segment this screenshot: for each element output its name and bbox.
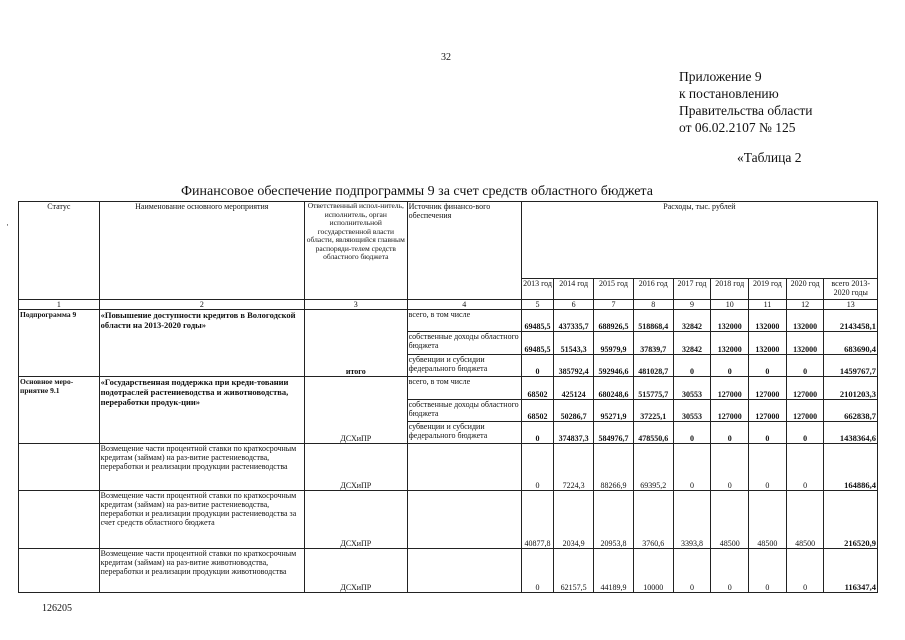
source-cell-empty [407,549,521,593]
source-cell-empty [407,444,521,491]
value-cell: 127000 [749,400,787,422]
column-number: 2 [99,300,304,310]
value-cell: 32842 [673,310,711,332]
appendix-block [679,68,812,136]
total-cell: 2101203,3 [824,377,878,400]
value-cell: 127000 [786,400,824,422]
source-cell: субвенции и субсидии федерального бюджета [407,355,521,377]
status-cell: Подпрограмма 9 [19,310,100,377]
column-number: 8 [633,300,673,310]
value-cell: 40877,8 [521,491,553,549]
value-cell: 127000 [786,377,824,400]
column-number: 4 [407,300,521,310]
document-title: Финансовое обеспечение подпрограммы 9 за счет средств областного бюджета [181,184,653,199]
value-cell: 3760,6 [633,491,673,549]
value-cell: 0 [749,422,787,444]
value-cell: 7224,3 [554,444,594,491]
page-number: 32 [441,52,451,63]
value-cell: 68502 [521,377,553,400]
total-cell: 1459767,7 [824,355,878,377]
value-cell: 132000 [786,332,824,355]
value-cell: 0 [521,549,553,593]
table-label: «Таблица 2 [737,150,802,165]
program-name-cell: «Государственная поддержка при креди-товании подотраслей растениеводства и животноводства, переработки продук-ции» [99,377,304,444]
value-cell: 20953,8 [594,491,634,549]
table-row [19,377,878,400]
appendix-line-4: от 06.02.2107 № 125 [679,120,796,135]
status-cell-empty [19,444,100,491]
value-cell: 515775,7 [633,377,673,400]
value-cell: 44189,9 [594,549,634,593]
value-cell: 481028,7 [633,355,673,377]
value-cell: 132000 [749,310,787,332]
header-status: Статус [19,202,100,300]
value-cell: 0 [711,444,749,491]
table-row [19,491,878,549]
value-cell: 0 [711,422,749,444]
year-header: 2020 год [786,279,824,300]
column-number: 12 [786,300,824,310]
value-cell: 50286,7 [554,400,594,422]
column-number: 3 [304,300,407,310]
value-cell: 688926,5 [594,310,634,332]
header-name: Наименование основного мероприятия [99,202,304,300]
source-cell: всего, в том числе [407,377,521,400]
column-number: 13 [824,300,878,310]
value-cell: 69395,2 [633,444,673,491]
column-number: 10 [711,300,749,310]
year-header: 2018 год [711,279,749,300]
column-number: 9 [673,300,711,310]
value-cell: 680248,6 [594,377,634,400]
source-cell: собственные доходы областного бюджета [407,400,521,422]
value-cell: 478550,6 [633,422,673,444]
source-cell: всего, в том числе [407,310,521,332]
value-cell: 68502 [521,400,553,422]
value-cell: 385792,4 [554,355,594,377]
value-cell: 69485,5 [521,310,553,332]
value-cell: 37225,1 [633,400,673,422]
value-cell: 0 [749,549,787,593]
appendix-line-1: Приложение 9 [679,69,762,84]
value-cell: 30553 [673,400,711,422]
table-row [19,444,878,491]
financing-table [18,201,878,593]
total-cell: 116347,4 [824,549,878,593]
year-header: 2013 год [521,279,553,300]
year-header: 2017 год [673,279,711,300]
activity-name-cell: Возмещение части процентной ставки по краткосрочным кредитам (займам) на раз-витие растениеводства, переработки и реализации продукции растениеводства [99,444,304,491]
responsible-cell: ДСХиПР [304,549,407,593]
source-cell: собственные доходы областного бюджета [407,332,521,355]
value-cell: 437335,7 [554,310,594,332]
table-row [19,310,878,332]
status-cell-empty [19,491,100,549]
value-cell: 0 [786,422,824,444]
column-number: 1 [19,300,100,310]
total-cell: 164886,4 [824,444,878,491]
header-responsible: Ответственный испол-нитель, исполнитель, орган исполнительной государственной власти области, являющийся главным распоряди-телем средств областного бюджета [304,202,407,300]
value-cell: 127000 [711,377,749,400]
column-number: 5 [521,300,553,310]
value-cell: 88266,9 [594,444,634,491]
appendix-line-3: Правительства области [679,103,813,118]
activity-name-cell: Возмещение части процентной ставки по краткосрочным кредитам (займам) на раз-витие растениеводства, переработки и реализации продукции растениеводства за счет средств областного бюджета [99,491,304,549]
value-cell: 51543,3 [554,332,594,355]
header-source: Источник финансо-вого обеспечения [407,202,521,300]
column-number: 11 [749,300,787,310]
value-cell: 132000 [711,332,749,355]
responsible-cell: ДСХиПР [304,444,407,491]
table-row [19,549,878,593]
column-number: 6 [554,300,594,310]
value-cell: 374837,3 [554,422,594,444]
value-cell: 584976,7 [594,422,634,444]
value-cell: 0 [786,444,824,491]
value-cell: 69485,5 [521,332,553,355]
value-cell: 0 [786,355,824,377]
column-number: 7 [594,300,634,310]
value-cell: 95271,9 [594,400,634,422]
value-cell: 30553 [673,377,711,400]
value-cell: 0 [673,444,711,491]
total-cell: 1438364,6 [824,422,878,444]
status-cell: Основное меро-приятие 9.1 [19,377,100,444]
value-cell: 0 [521,444,553,491]
total-cell: 216520,9 [824,491,878,549]
value-cell: 3393,8 [673,491,711,549]
source-cell: субвенции и субсидии федерального бюджета [407,422,521,444]
value-cell: 0 [749,355,787,377]
program-name-cell: «Повышение доступности кредитов в Вологодской области на 2013-2020 годы» [99,310,304,377]
value-cell: 0 [521,355,553,377]
source-cell-empty [407,491,521,549]
responsible-cell: ДСХиПР [304,491,407,549]
value-cell: 62157,5 [554,549,594,593]
activity-name-cell: Возмещение части процентной ставки по краткосрочным кредитам (займам) на раз-витие животноводства, переработки и реализации продукции животноводства [99,549,304,593]
value-cell: 48500 [711,491,749,549]
year-header: всего 2013-2020 годы [824,279,878,300]
side-mark: · [6,220,9,230]
year-header: 2016 год [633,279,673,300]
value-cell: 132000 [749,332,787,355]
value-cell: 127000 [711,400,749,422]
value-cell: 48500 [786,491,824,549]
value-cell: 592946,6 [594,355,634,377]
value-cell: 0 [673,422,711,444]
responsible-cell: итого [304,310,407,377]
value-cell: 48500 [749,491,787,549]
header-expenses: Расходы, тыс. рублей [521,202,877,279]
total-cell: 683690,4 [824,332,878,355]
value-cell: 0 [521,422,553,444]
appendix-line-2: к постановлению [679,86,779,101]
value-cell: 132000 [786,310,824,332]
value-cell: 0 [673,355,711,377]
document-number: 126205 [42,603,72,614]
value-cell: 32842 [673,332,711,355]
value-cell: 127000 [749,377,787,400]
total-cell: 662838,7 [824,400,878,422]
year-header: 2014 год [554,279,594,300]
value-cell: 518868,4 [633,310,673,332]
value-cell: 0 [673,549,711,593]
year-header: 2015 год [594,279,634,300]
responsible-cell: ДСХиПР [304,377,407,444]
value-cell: 0 [749,444,787,491]
value-cell: 0 [786,549,824,593]
year-header: 2019 год [749,279,787,300]
value-cell: 95979,9 [594,332,634,355]
value-cell: 0 [711,549,749,593]
total-cell: 2143458,1 [824,310,878,332]
value-cell: 37839,7 [633,332,673,355]
value-cell: 0 [711,355,749,377]
value-cell: 10000 [633,549,673,593]
value-cell: 2034,9 [554,491,594,549]
value-cell: 425124 [554,377,594,400]
value-cell: 132000 [711,310,749,332]
status-cell-empty [19,549,100,593]
